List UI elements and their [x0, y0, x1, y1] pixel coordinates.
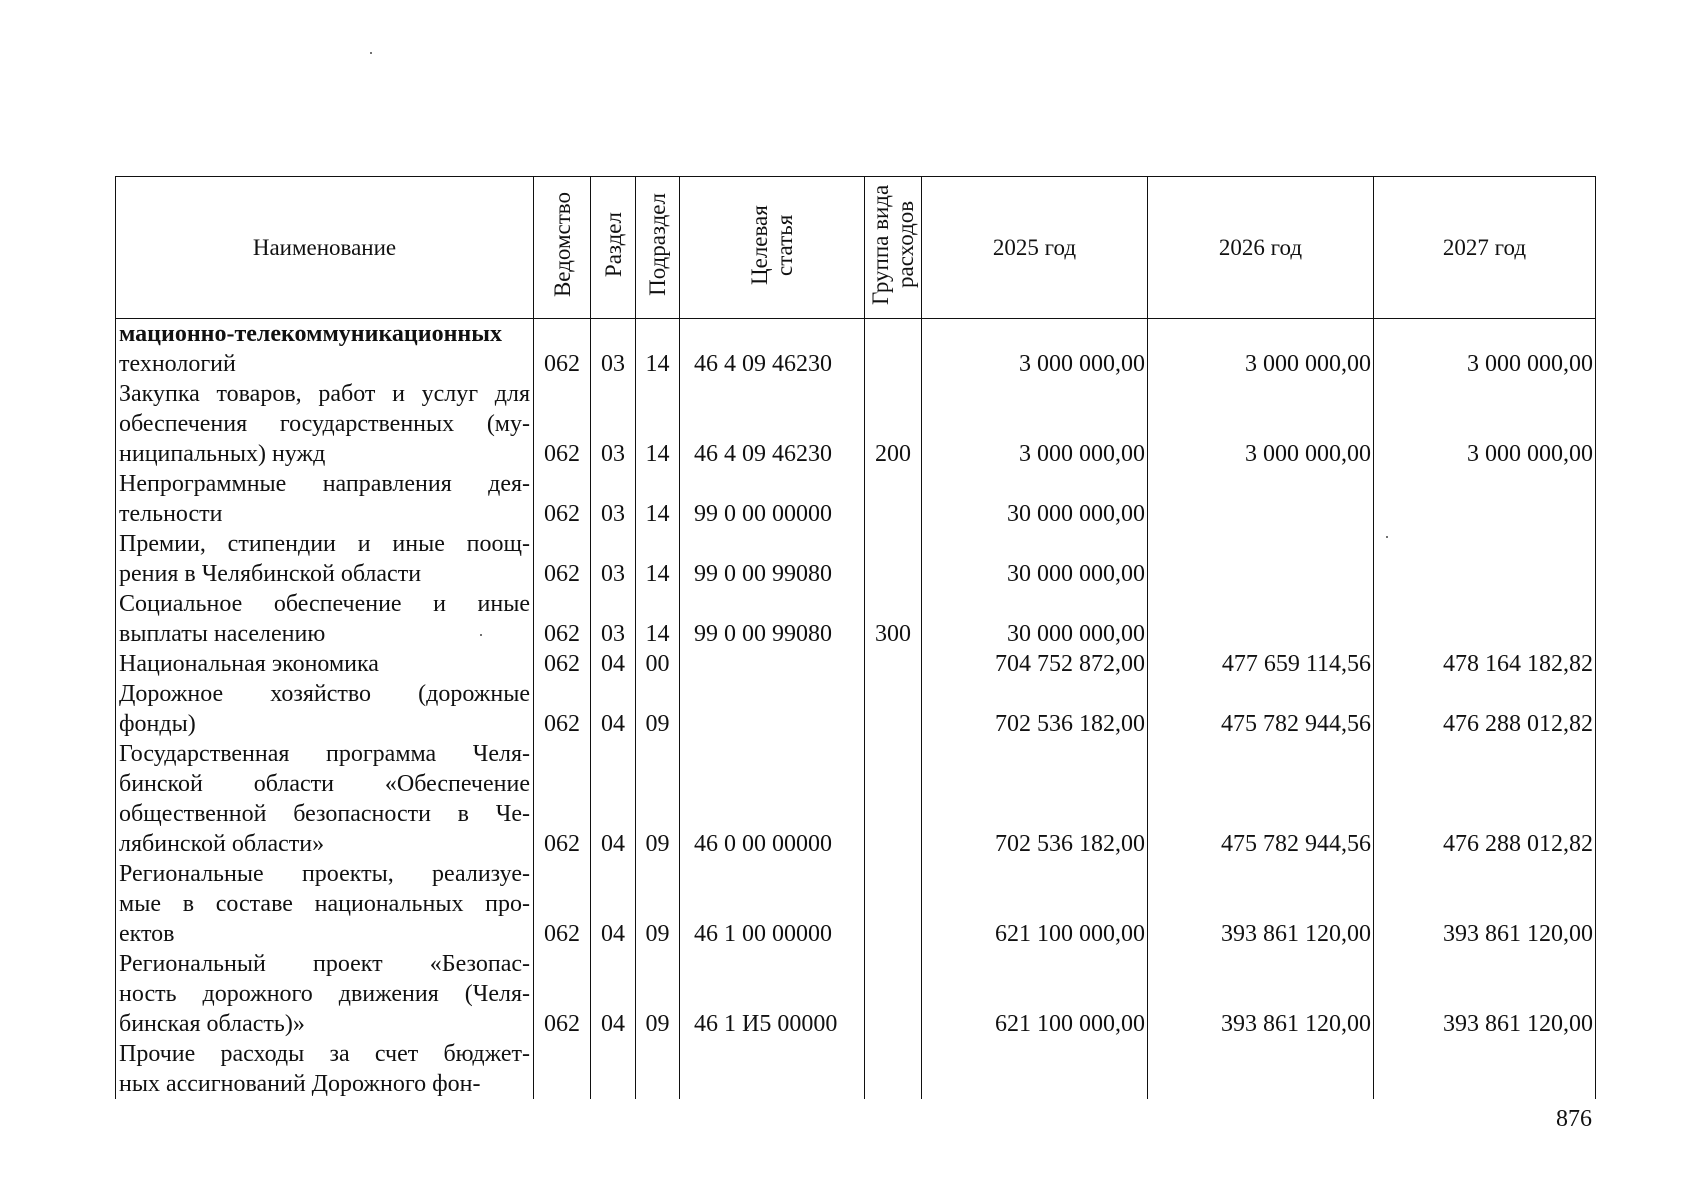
cell-name: [116, 469, 534, 529]
cell-name: [116, 649, 534, 679]
cell-target-article: [680, 1039, 865, 1099]
cell-podrazdel: 09: [636, 859, 680, 949]
cell-name: [116, 949, 534, 1039]
name-line: тельности: [119, 501, 223, 527]
cell-target-article: [680, 649, 865, 679]
cell-amount-2026: 3 000 000,00: [1148, 319, 1374, 380]
cell-amount-2026: [1148, 589, 1374, 649]
cell-amount-2027: [1374, 589, 1596, 649]
cell-vedomstvo: 062: [534, 859, 591, 949]
cell-amount-2027: 3 000 000,00: [1374, 379, 1596, 469]
cell-razdel: 03: [591, 379, 636, 469]
cell-expense-group: [865, 319, 922, 380]
cell-podrazdel: 14: [636, 379, 680, 469]
cell-amount-2026: 3 000 000,00: [1148, 379, 1374, 469]
cell-amount-2026: 477 659 114,56: [1148, 649, 1374, 679]
cell-razdel: [591, 1039, 636, 1099]
cell-razdel: 04: [591, 739, 636, 859]
cell-vedomstvo: 062: [534, 739, 591, 859]
cell-podrazdel: 09: [636, 679, 680, 739]
cell-amount-2026: 393 861 120,00: [1148, 859, 1374, 949]
cell-vedomstvo: 062: [534, 649, 591, 679]
cell-expense-group: [865, 859, 922, 949]
cell-expense-group: [865, 679, 922, 739]
cell-target-article: 99 0 00 99080: [680, 529, 865, 589]
name-line: выплаты населению: [119, 621, 326, 647]
cell-expense-group: 200: [865, 379, 922, 469]
table-row: [116, 379, 1596, 469]
cell-amount-2025: 30 000 000,00: [922, 529, 1148, 589]
cell-razdel: 04: [591, 859, 636, 949]
cell-name: [116, 859, 534, 949]
table-row: [116, 649, 1596, 679]
cell-target-article: 46 1 00 00000: [680, 859, 865, 949]
header-vedomstvo: Ведомство: [534, 177, 591, 319]
cell-expense-group: [865, 949, 922, 1039]
cell-amount-2025: 621 100 000,00: [922, 949, 1148, 1039]
cell-name: [116, 1039, 534, 1099]
cell-amount-2026: [1148, 1039, 1374, 1099]
scan-speck: [370, 52, 372, 54]
cell-razdel: 03: [591, 319, 636, 380]
table-row: [116, 529, 1596, 589]
cell-expense-group: [865, 649, 922, 679]
name-line: Региональные проекты, реализуе-: [119, 861, 530, 887]
name-line: ных ассигнований Дорожного фон-: [119, 1071, 481, 1097]
header-year-2025: 2025 год: [922, 177, 1148, 319]
cell-amount-2025: 702 536 182,00: [922, 739, 1148, 859]
cell-amount-2027: 3 000 000,00: [1374, 319, 1596, 380]
header-expense-group: Группа вида расходов: [865, 177, 922, 319]
table-body: [116, 319, 1596, 1100]
header-podrazdel: Подраздел: [636, 177, 680, 319]
table-row: [116, 469, 1596, 529]
cell-podrazdel: 14: [636, 589, 680, 649]
cell-amount-2026: 475 782 944,56: [1148, 739, 1374, 859]
cell-target-article: [680, 679, 865, 739]
cell-amount-2025: 3 000 000,00: [922, 379, 1148, 469]
cell-amount-2027: 393 861 120,00: [1374, 949, 1596, 1039]
header-year-2027: 2027 год: [1374, 177, 1596, 319]
cell-name: [116, 379, 534, 469]
cell-amount-2027: [1374, 529, 1596, 589]
cell-razdel: 03: [591, 529, 636, 589]
cell-vedomstvo: 062: [534, 529, 591, 589]
cell-expense-group: [865, 529, 922, 589]
table-row: [116, 589, 1596, 649]
header-row: [116, 177, 1596, 319]
cell-vedomstvo: [534, 1039, 591, 1099]
cell-vedomstvo: 062: [534, 379, 591, 469]
cell-expense-group: [865, 1039, 922, 1099]
name-line: фонды): [119, 711, 196, 737]
cell-podrazdel: 09: [636, 949, 680, 1039]
header-target-article: Целевая статья: [680, 177, 865, 319]
name-line: бинская область)»: [119, 1011, 305, 1037]
name-line: Национальная экономика: [119, 651, 379, 677]
cell-target-article: 46 1 И5 00000: [680, 949, 865, 1039]
name-line: мационно-телекоммуникационных: [119, 321, 502, 347]
name-line: мые в составе национальных про-: [119, 891, 530, 917]
cell-name: [116, 319, 534, 380]
name-line: ниципальных) нужд: [119, 441, 326, 467]
cell-amount-2027: 478 164 182,82: [1374, 649, 1596, 679]
cell-vedomstvo: 062: [534, 319, 591, 380]
header-year-2026: 2026 год: [1148, 177, 1374, 319]
cell-target-article: 99 0 00 00000: [680, 469, 865, 529]
cell-amount-2026: [1148, 529, 1374, 589]
name-line: технологий: [119, 351, 236, 377]
name-line: Государственная программа Челя-: [119, 741, 530, 767]
name-line: общественной безопасности в Че-: [119, 801, 530, 827]
cell-expense-group: [865, 469, 922, 529]
cell-amount-2027: 476 288 012,82: [1374, 739, 1596, 859]
name-line: бинской области «Обеспечение: [119, 771, 530, 797]
table-row: [116, 739, 1596, 859]
cell-podrazdel: 00: [636, 649, 680, 679]
name-line: лябинской области»: [119, 831, 325, 857]
cell-vedomstvo: 062: [534, 589, 591, 649]
cell-razdel: 03: [591, 469, 636, 529]
name-line: Непрограммные направления дея-: [119, 471, 530, 497]
cell-amount-2025: 704 752 872,00: [922, 649, 1148, 679]
cell-amount-2026: 393 861 120,00: [1148, 949, 1374, 1039]
name-line: ектов: [119, 921, 175, 947]
cell-expense-group: 300: [865, 589, 922, 649]
cell-podrazdel: 14: [636, 529, 680, 589]
cell-amount-2025: 30 000 000,00: [922, 469, 1148, 529]
name-line: ность дорожного движения (Челя-: [119, 981, 530, 1007]
cell-vedomstvo: 062: [534, 469, 591, 529]
cell-amount-2026: 475 782 944,56: [1148, 679, 1374, 739]
cell-razdel: 04: [591, 679, 636, 739]
name-line: Прочие расходы за счет бюджет-: [119, 1041, 530, 1067]
cell-name: [116, 529, 534, 589]
cell-amount-2027: 476 288 012,82: [1374, 679, 1596, 739]
cell-target-article: 46 4 09 46230: [680, 319, 865, 380]
cell-amount-2025: [922, 1039, 1148, 1099]
cell-target-article: 99 0 00 99080: [680, 589, 865, 649]
cell-amount-2025: 702 536 182,00: [922, 679, 1148, 739]
table-row: [116, 859, 1596, 949]
cell-amount-2026: [1148, 469, 1374, 529]
header-name: Наименование: [116, 177, 534, 319]
cell-razdel: 03: [591, 589, 636, 649]
name-line: обеспечения государственных (му-: [119, 411, 530, 437]
cell-vedomstvo: 062: [534, 679, 591, 739]
cell-target-article: 46 0 00 00000: [680, 739, 865, 859]
table-row: [116, 949, 1596, 1039]
cell-vedomstvo: 062: [534, 949, 591, 1039]
budget-table: [115, 176, 1596, 1099]
name-line: рения в Челябинской области: [119, 561, 422, 587]
table-row: [116, 319, 1596, 380]
cell-razdel: 04: [591, 949, 636, 1039]
cell-name: [116, 739, 534, 859]
name-line: Закупка товаров, работ и услуг для: [119, 381, 530, 407]
cell-podrazdel: 14: [636, 469, 680, 529]
cell-amount-2027: 393 861 120,00: [1374, 859, 1596, 949]
cell-amount-2025: 621 100 000,00: [922, 859, 1148, 949]
cell-amount-2027: [1374, 1039, 1596, 1099]
cell-target-article: 46 4 09 46230: [680, 379, 865, 469]
table-row: [116, 679, 1596, 739]
cell-name: [116, 589, 534, 649]
cell-podrazdel: [636, 1039, 680, 1099]
header-razdel: Раздел: [591, 177, 636, 319]
page-number: 876: [1556, 1106, 1592, 1132]
cell-name: [116, 679, 534, 739]
cell-expense-group: [865, 739, 922, 859]
cell-podrazdel: 14: [636, 319, 680, 380]
cell-podrazdel: 09: [636, 739, 680, 859]
cell-amount-2027: [1374, 469, 1596, 529]
cell-razdel: 04: [591, 649, 636, 679]
cell-amount-2025: 30 000 000,00: [922, 589, 1148, 649]
name-line: Премии, стипендии и иные поощ-: [119, 531, 530, 557]
table-row: [116, 1039, 1596, 1099]
name-line: Социальное обеспечение и иные: [119, 591, 530, 617]
name-line: Дорожное хозяйство (дорожные: [119, 681, 530, 707]
cell-amount-2025: 3 000 000,00: [922, 319, 1148, 380]
name-line: Региональный проект «Безопас-: [119, 951, 530, 977]
